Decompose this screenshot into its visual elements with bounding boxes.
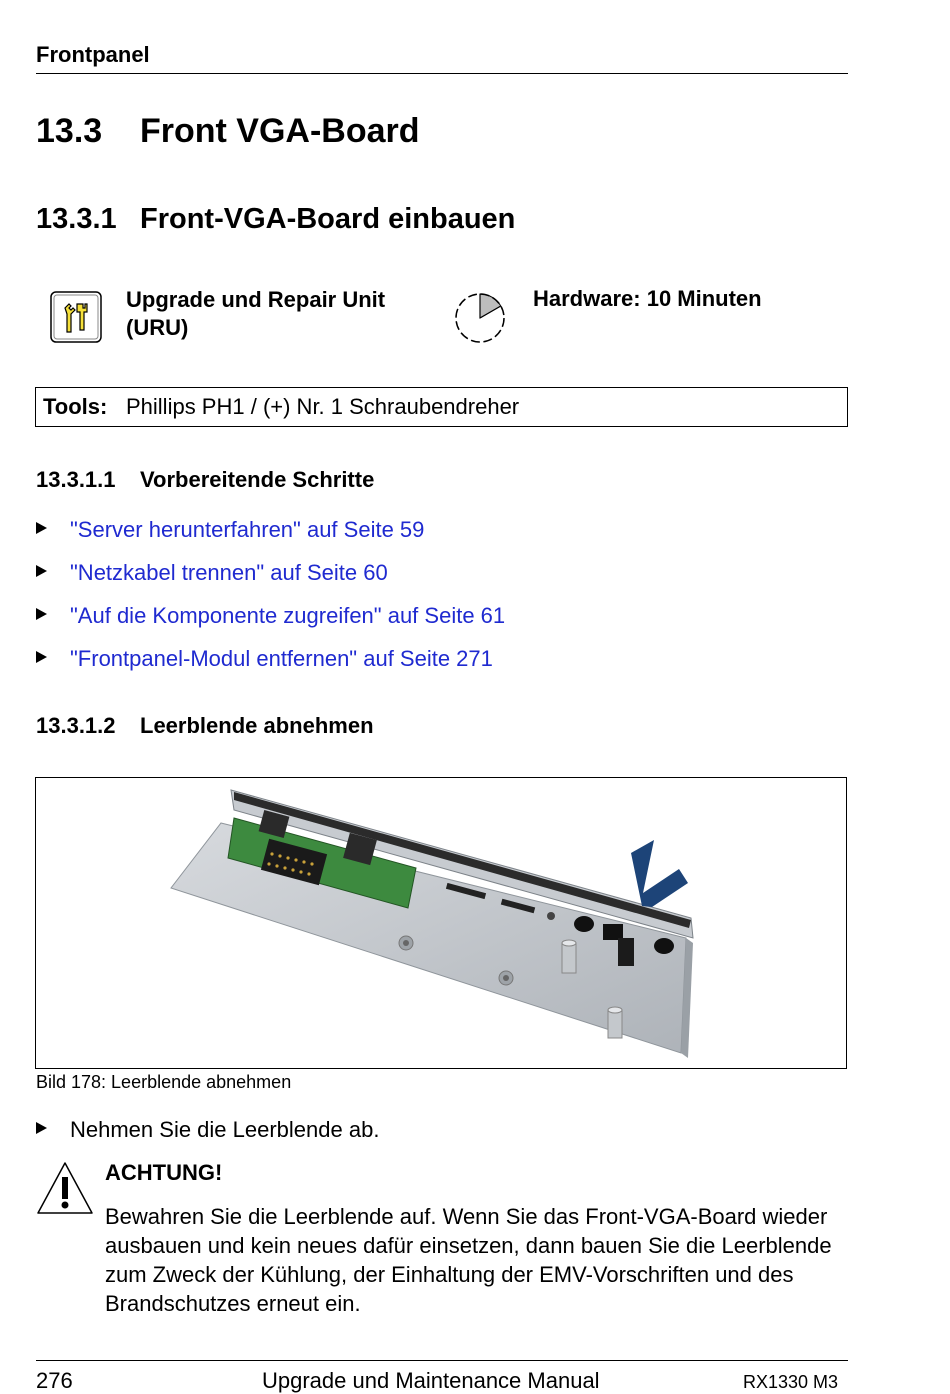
prep-number: 13.3.1.1 <box>36 467 116 492</box>
remove-title: Leerblende abnehmen <box>140 713 374 738</box>
link-frontpanel-modul-entfernen[interactable]: "Frontpanel-Modul entfernen" auf Seite 271 <box>70 646 493 671</box>
clock-icon <box>452 290 508 346</box>
link-server-herunterfahren[interactable]: "Server herunterfahren" auf Seite 59 <box>70 517 425 542</box>
section-number: 13.3 <box>36 112 103 150</box>
footer-title: Upgrade und Maintenance Manual <box>262 1368 600 1393</box>
tools-label: Tools: <box>43 394 108 419</box>
section-title: Front VGA-Board <box>140 112 420 150</box>
tools-box <box>35 387 848 427</box>
link-komponente-zugreifen[interactable]: "Auf die Komponente zugreifen" auf Seite 61 <box>70 603 506 628</box>
subsection-heading <box>36 203 515 236</box>
wrench-icon <box>50 291 102 343</box>
uru-badge-label <box>126 286 426 342</box>
running-head: Frontpanel <box>36 42 150 67</box>
figure-frame <box>35 777 847 1069</box>
warning-icon <box>35 1159 95 1217</box>
duration-label: Hardware: 10 Minuten <box>533 286 762 311</box>
badge-line-1: Upgrade und Repair Unit <box>126 287 386 312</box>
bullet-arrow-icon <box>36 522 47 534</box>
bullet-arrow-icon <box>36 608 47 620</box>
remove-number: 13.3.1.2 <box>36 713 116 738</box>
subsection-title: Front-VGA-Board einbauen <box>140 203 516 235</box>
warning-body: Bewahren Sie die Leerblende auf. Wenn Sie das Front-VGA-Board wieder ausbauen und kein neues dafür einsetzen, dann bauen Sie die Leerblende zum Zweck der Kühlung, der Einhaltung der EMV-Vorschriften und des Brandschutzes erneut ein. <box>105 1204 832 1316</box>
vga-board-illustration <box>36 778 846 1068</box>
tools-value: Phillips PH1 / (+) Nr. 1 Schraubendreher <box>126 394 520 419</box>
link-netzkabel-trennen[interactable]: "Netzkabel trennen" auf Seite 60 <box>70 560 388 585</box>
direction-arrow <box>631 840 688 907</box>
prep-heading <box>36 467 374 493</box>
bullet-arrow-icon <box>36 651 47 663</box>
subsection-number: 13.3.1 <box>36 203 117 235</box>
remove-heading <box>36 713 374 739</box>
step-text: Nehmen Sie die Leerblende ab. <box>70 1117 380 1142</box>
section-heading <box>36 112 420 151</box>
footer-rule <box>36 1360 848 1361</box>
header-rule <box>36 73 848 74</box>
bullet-arrow-icon <box>36 1122 47 1134</box>
footer-model: RX1330 M3 <box>743 1372 839 1392</box>
warning-title: ACHTUNG! <box>105 1160 223 1185</box>
page-number: 276 <box>36 1368 73 1393</box>
prep-title: Vorbereitende Schritte <box>140 467 375 492</box>
badge-line-2: (URU) <box>126 315 189 340</box>
figure-caption: Bild 178: Leerblende abnehmen <box>36 1072 292 1092</box>
bullet-arrow-icon <box>36 565 47 577</box>
